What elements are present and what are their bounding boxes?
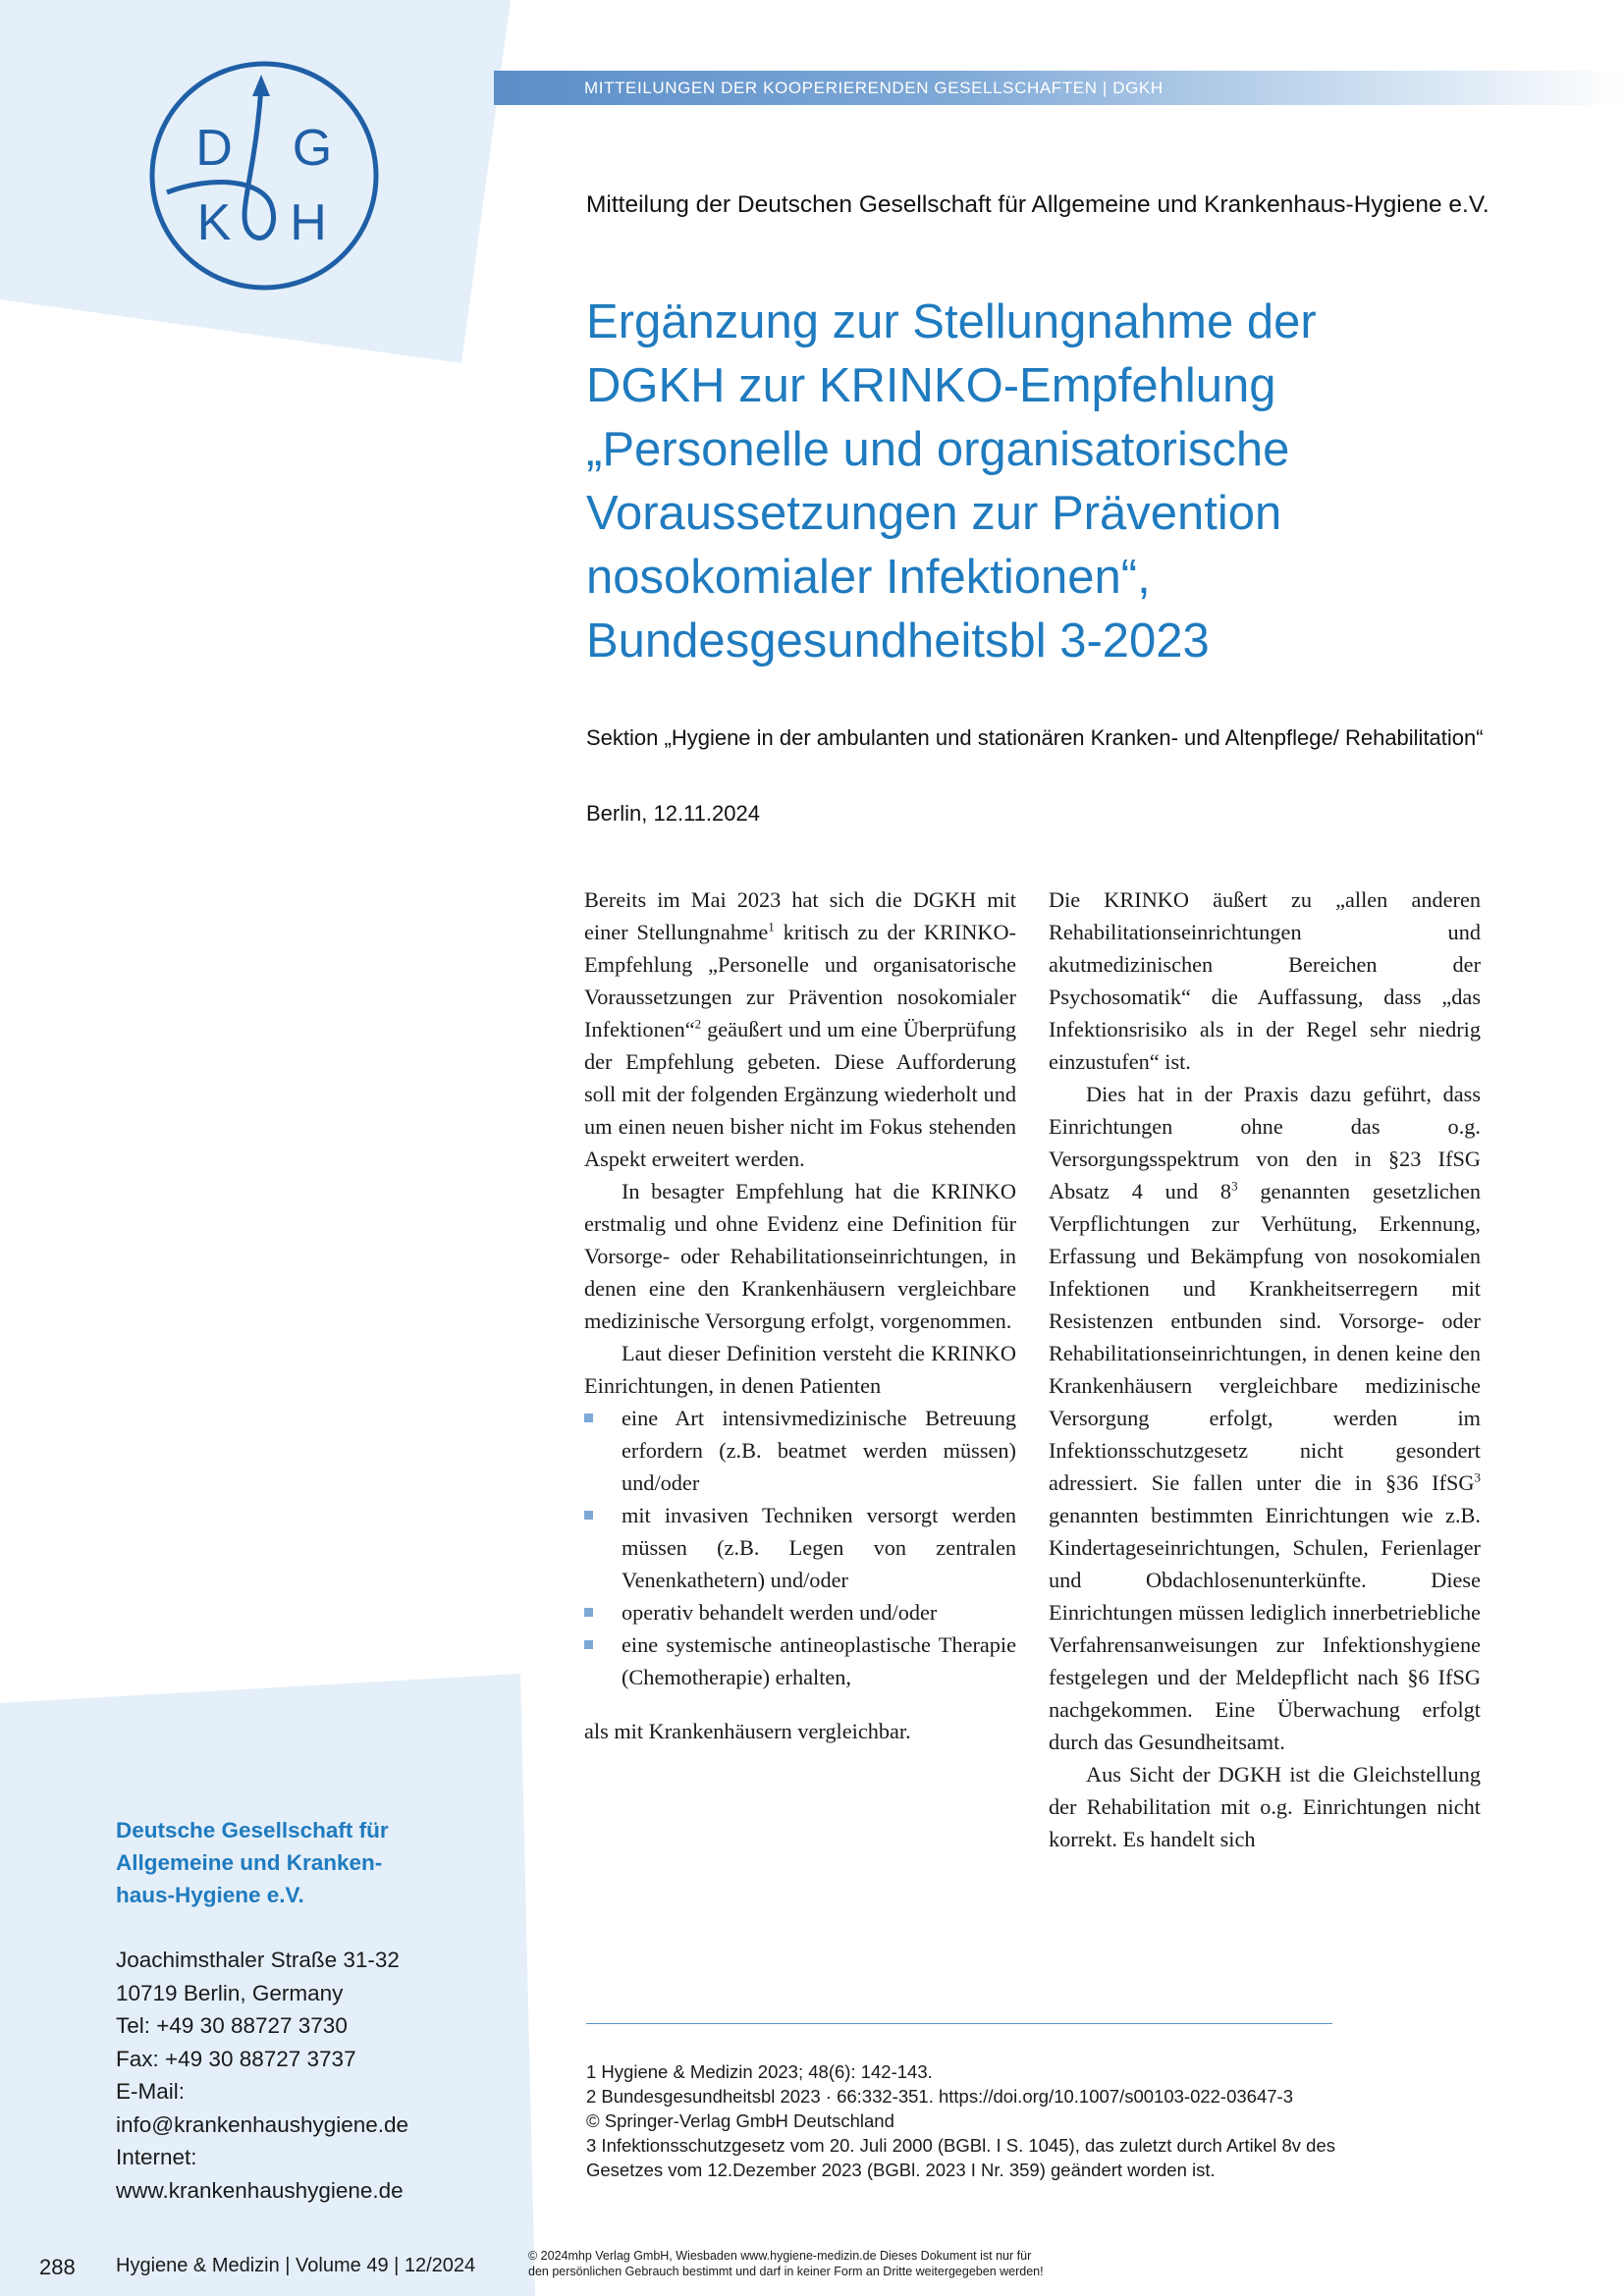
sidebar-contact: [116, 1944, 489, 2207]
contact-website-link[interactable]: www.krankenhaushygiene.de: [116, 2177, 404, 2203]
page-number: 288: [39, 2255, 76, 2279]
footnotes: [586, 2059, 1470, 2182]
contact-street: Joachimsthaler Straße 31-32: [116, 1948, 400, 1972]
title-line: Voraussetzungen zur Prävention: [586, 487, 1282, 540]
title-line: nosokomialer Infektionen“,: [586, 551, 1151, 604]
body-paragraph: Aus Sicht der DGKH ist die Gleichstellung der Rehabilitation mit o.g. Einrichtungen nicht korrekt. Es handelt sich: [1049, 1762, 1481, 1851]
footnote: 3 Infektionsschutzgesetz vom 20. Juli 2000 (BGBl. I S. 1045), das zuletzt durch Artikel 8v des: [586, 2135, 1335, 2156]
sidebar-organization: [116, 1814, 469, 1911]
logo-letter-h: H: [290, 194, 327, 251]
body-column-left: [584, 883, 1016, 1747]
footnote-ref: 3: [1474, 1469, 1481, 1485]
body-paragraph: Laut dieser Definition versteht die KRINKO Einrichtungen, in denen Patienten: [584, 1341, 1016, 1398]
section-subtitle: Sektion „Hygiene in der ambulanten und stationären Kranken- und Altenpflege/ Rehabilitation“: [586, 725, 1484, 750]
list-item: eine Art intensivmedizinische Betreuung erfordern (z.B. beatmet werden müssen) und/oder: [584, 1402, 1016, 1499]
criteria-list: [584, 1402, 1016, 1693]
footnote: 1 Hygiene & Medizin 2023; 48(6): 142-143.: [586, 2061, 933, 2082]
body-paragraph: Dies hat in der Praxis dazu geführt, dass Einrichtungen ohne das o.g. Versorgungsspektrum von den in §23 IfSG Absatz 4 und $8^3$ genannten gesetzlichen Verpflichtungen zur Verhütung, Erkennung, Erfassung und Bekämpfung von nosokomialen Infektionen und Krankheitserregern mit Resistenzen entbunden sind. Vorsorge- oder Rehabilitationseinrichtungen, in denen keine den Krankenhäusern vergleichbare medizinische Versorgung erfolgt, werden im Infektionsschutzgesetz nicht gesondert adressiert. Sie fallen unter die in §36 IfSG$^3$ genannten bestimmten Einrichtungen wie z.B. Kindertageseinrichtungen, Schulen, Ferienlager und Obdachlosenunterkünfte. Diese Einrichtungen müssen lediglich innerbetriebliche Verfahrensanweisungen zur Infektionshygiene festgelegen und der Meldepflicht nach §6 IfSG nachgekommen. Eine Überwachung erfolgt durch das Gesundheitsamt.: [1049, 1082, 1481, 1754]
legal-line: © 2024mhp Verlag GmbH, Wiesbaden www.hygiene-medizin.de Dieses Dokument ist nur für: [528, 2249, 1032, 2263]
footnote-ref: 2: [694, 1016, 702, 1032]
logo-letter-g: G: [292, 120, 333, 177]
journal-footer: Hygiene & Medizin | Volume 49 | 12/2024: [116, 2255, 476, 2276]
logo-letter-d: D: [195, 120, 233, 177]
contact-email-link[interactable]: info@krankenhaushygiene.de: [116, 2111, 409, 2137]
footnote: 2 Bundesgesundheitsbl 2023 · 66:332-351. https://doi.org/10.1007/s00103-022-03647-3: [586, 2086, 1293, 2107]
legal-line: den persönlichen Gebrauch bestimmt und darf in keiner Form an Dritte weitergegeben werden!: [528, 2265, 1044, 2278]
contact-city: 10719 Berlin, Germany: [116, 1980, 344, 2005]
body-paragraph: Bereits im Mai 2023 hat sich die DGKH mit einer Stellungnahme$^1$ kritisch zu der KRINKO-Empfehlung „Personelle und organisatorische Voraussetzungen zur Prävention nosokomialer Infektionen“$^2$ geäußert und um eine Überprüfung der Empfehlung gebeten. Diese Aufforderung soll mit der folgenden Ergänzung wiederholt und um einen neuen bisher nicht im Fokus stehenden Aspekt erweitert werden.: [584, 887, 1016, 1171]
org-line: haus-Hygiene e.V.: [116, 1883, 304, 1907]
footnote-ref: 3: [1231, 1178, 1238, 1194]
footnote-ref: 1: [768, 919, 775, 934]
dgkh-logo: [145, 57, 383, 294]
bullet-icon: [584, 1511, 593, 1520]
body-paragraph: als mit Krankenhäusern vergleichbar.: [584, 1719, 911, 1743]
footnote-separator: [586, 2023, 1332, 2024]
footnote: Gesetzes vom 12.Dezember 2023 (BGBl. 2023 I Nr. 359) geändert worden ist.: [586, 2160, 1216, 2180]
title-line: DGKH zur KRINKO-Empfehlung: [586, 359, 1276, 412]
intro-text: Mitteilung der Deutschen Gesellschaft für Allgemeine und Krankenhaus-Hygiene e.V.: [586, 191, 1489, 218]
contact-fax: Fax: +49 30 88727 3737: [116, 2046, 356, 2071]
contact-phone: Tel: +49 30 88727 3730: [116, 2013, 348, 2038]
bullet-icon: [584, 1608, 593, 1617]
bullet-icon: [584, 1640, 593, 1649]
logo-letter-k: K: [196, 194, 232, 251]
body-paragraph: In besagter Empfehlung hat die KRINKO erstmalig und ohne Evidenz eine Definition für Vorsorge- oder Rehabilitationseinrichtungen, in denen eine den Krankenhäusern vergleichbare medizinische Versorgung erfolgt, vorgenommen.: [584, 1179, 1016, 1333]
title-line: Bundesgesundheitsbl 3-2023: [586, 614, 1210, 667]
section-header-text: MITTEILUNGEN DER KOOPERIERENDEN GESELLSCHAFTEN | DGKH: [584, 79, 1164, 97]
contact-email-label: E-Mail:: [116, 2079, 186, 2104]
list-item: eine systemische antineoplastische Therapie (Chemotherapie) erhalten,: [584, 1629, 1016, 1693]
org-line: Allgemeine und Kranken-: [116, 1850, 383, 1875]
section-header-band: [494, 71, 1624, 105]
org-line: Deutsche Gesellschaft für: [116, 1818, 389, 1842]
contact-internet-label: Internet:: [116, 2145, 197, 2169]
footnote: © Springer-Verlag GmbH Deutschland: [586, 2110, 894, 2131]
legal-notice: [528, 2248, 1137, 2279]
bullet-icon: [584, 1414, 593, 1422]
list-item: operativ behandelt werden und/oder: [584, 1596, 1016, 1629]
article-title: [586, 291, 1568, 673]
title-line: „Personelle und organisatorische: [586, 423, 1290, 476]
list-item: mit invasiven Techniken versorgt werden müssen (z.B. Legen von zentralen Venenkathetern) und/oder: [584, 1499, 1016, 1596]
body-paragraph: Die KRINKO äußert zu „allen anderen Rehabilitationseinrichtungen und akutmedizinischen Bereichen der Psychosomatik“ die Auffassung, dass „das Infektionsrisiko als in der Regel sehr niedrig einzustufen“ ist.: [1049, 887, 1481, 1074]
title-line: Ergänzung zur Stellungnahme der: [586, 295, 1317, 348]
date-line: Berlin, 12.11.2024: [586, 801, 760, 826]
body-column-right: [1049, 883, 1481, 1855]
